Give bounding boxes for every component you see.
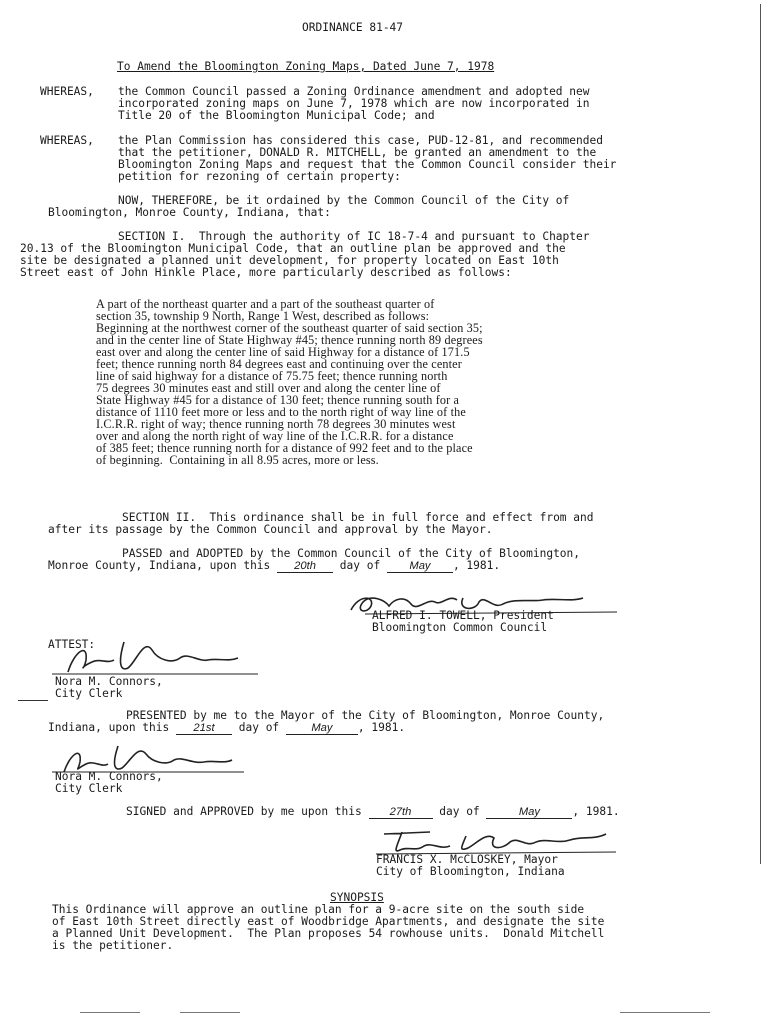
legal-description-line: A part of the northeast quarter and a part of the southeast quarter of	[96, 297, 435, 311]
signed-pre: SIGNED and APPROVED by me upon this	[126, 805, 362, 818]
whereas-1-line: incorporated zoning maps on June 7, 1978 which are now incorporated in	[118, 97, 590, 110]
president-name: ALFRED I. TOWELL, President	[372, 609, 554, 622]
scan-artifact	[80, 1012, 140, 1013]
therefore-line: Bloomington, Monroe County, Indiana, that:	[48, 206, 331, 219]
presented-day-field: 21st	[176, 723, 232, 735]
mayor-title: City of Bloomington, Indiana	[376, 865, 565, 878]
clerk-signature-1	[48, 632, 263, 678]
signed-year: , 1981.	[572, 805, 620, 818]
legal-description-line: east over and along the center line of said Highway for a distance of 171.5	[96, 345, 470, 359]
whereas-2-line: the Plan Commission has considered this case, PUD-12-81, and recommended	[118, 134, 603, 147]
legal-description-line: 75 degrees 30 minutes east and still over and along the center line of	[96, 381, 441, 395]
presented-year: , 1981.	[357, 721, 406, 734]
legal-description-line: State Highway #45 for a distance of 130 feet; thence running south for a	[96, 393, 460, 407]
section-1-line: SECTION I. Through the authority of IC 18-7-4 and pursuant to Chapter	[118, 230, 590, 243]
mayor-name: FRANCIS X. McCLOSKEY, Mayor	[376, 853, 558, 866]
presented-line-1: PRESENTED by me to the Mayor of the City of Bloomington, Monroe County,	[126, 709, 605, 722]
president-title: Bloomington Common Council	[372, 621, 548, 634]
whereas-2-line: Bloomington Zoning Maps and request that the Common Council consider their	[118, 158, 617, 171]
legal-description-line: of 385 feet; thence running north for a distance of 992 feet and to the place	[96, 441, 473, 455]
signed-month-field: May	[486, 807, 572, 819]
passed-pre: Monroe County, Indiana, upon this	[48, 559, 271, 572]
ordinance-subtitle: To Amend the Bloomington Zoning Maps, Dated June 7, 1978	[117, 60, 495, 73]
clerk-2-title: City Clerk	[55, 782, 123, 795]
legal-description-line: I.C.R.R. right of way; thence running north 78 degrees 30 minutes west	[96, 417, 456, 431]
presented-mid: day of	[238, 721, 280, 734]
synopsis-line: a Planned Unit Development. The Plan proposes 54 rowhouse units. Donald Mitchell	[52, 927, 605, 940]
passed-line-2	[48, 560, 500, 573]
whereas-label-2: WHEREAS,	[40, 134, 94, 147]
whereas-2-line: petition for rezoning of certain property:	[118, 170, 401, 183]
section-2-line: after its passage by the Common Council and approval by the Mayor.	[48, 523, 493, 536]
clerk-2-name: Nora M. Connors,	[55, 770, 163, 783]
whereas-label-1: WHEREAS,	[40, 85, 94, 98]
presented-line-2	[48, 722, 405, 735]
signed-day-field: 27th	[369, 807, 433, 819]
scan-edge-line	[760, 4, 761, 864]
legal-description-line: over and along the north right of way line of the I.C.R.R. for a distance	[96, 429, 454, 443]
synopsis-heading: SYNOPSIS	[330, 891, 384, 904]
whereas-1-line: the Common Council passed a Zoning Ordinance amendment and adopted new	[118, 85, 590, 98]
legal-description-line: feet; thence running north 84 degrees east and continuing over the center	[96, 357, 462, 371]
ordinance-title: ORDINANCE 81-47	[302, 21, 404, 34]
section-2-line: SECTION II. This ordinance shall be in full force and effect from and	[122, 511, 594, 524]
synopsis-line: is the petitioner.	[52, 939, 174, 952]
passed-day-field: 20th	[277, 561, 333, 573]
passed-mid: day of	[339, 559, 381, 572]
attest-clerk-title: City Clerk	[55, 687, 123, 700]
legal-description-line: distance of 1110 feet more or less and to the north right of way line of the	[96, 405, 466, 419]
presented-pre: Indiana, upon this	[48, 721, 170, 734]
signed-mid: day of	[439, 805, 480, 818]
attest-clerk-name: Nora M. Connors,	[55, 675, 163, 688]
whereas-2-line: that the petitioner, DONALD R. MITCHELL, be granted an amendment to the	[118, 146, 597, 159]
passed-line-1: PASSED and ADOPTED by the Common Council of the City of Bloomington,	[122, 547, 581, 560]
section-1-line: Street east of John Hinkle Place, more particularly described as follows:	[20, 266, 512, 279]
scan-artifact	[620, 1012, 710, 1013]
passed-year: , 1981.	[452, 559, 501, 572]
synopsis-line: of East 10th Street directly east of Woodbridge Apartments, and designate the site	[52, 915, 605, 928]
legal-description-line: and in the center line of State Highway #45; thence running north 89 degrees	[96, 333, 483, 347]
legal-description-line: of beginning. Containing in all 8.95 acres, more or less.	[96, 453, 379, 467]
passed-month-field: May	[387, 561, 453, 573]
legal-description-line: Beginning at the northwest corner of the southeast quarter of said section 35;	[96, 321, 483, 335]
scan-artifact	[180, 1012, 240, 1013]
synopsis-line: This Ordinance will approve an outline plan for a 9-acre site on the south side	[52, 903, 585, 916]
attest-label: ATTEST:	[48, 638, 96, 651]
section-1-line: 20.13 of the Bloomington Municipal Code, that an outline plan be approved and the	[20, 242, 566, 255]
margin-mark	[18, 700, 48, 701]
whereas-1-line: Title 20 of the Bloomington Municipal Code; and	[118, 109, 435, 122]
signed-line	[126, 806, 620, 819]
legal-description-line: section 35, township 9 North, Range 1 West, described as follows:	[96, 309, 430, 323]
legal-description-line: line of said highway for a distance of 75.75 feet; thence running north	[96, 369, 448, 383]
presented-month-field: May	[286, 723, 358, 735]
section-1-line: site be designated a planned unit development, for property located on East 10th	[20, 254, 559, 267]
therefore-line: NOW, THEREFORE, be it ordained by the Common Council of the City of	[118, 194, 570, 207]
